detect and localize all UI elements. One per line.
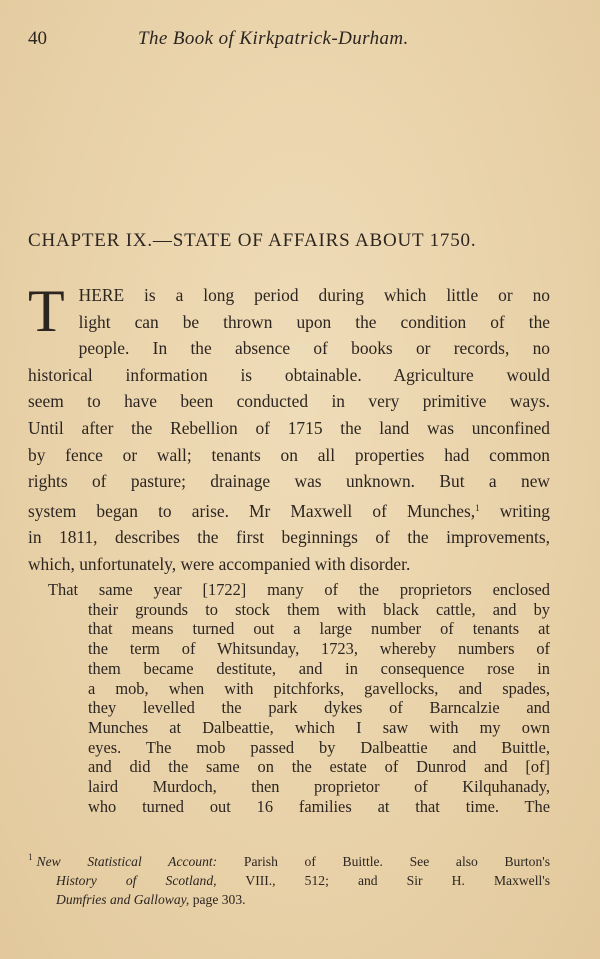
quotation-line: and did the same on the estate of Dunrod and [of]: [88, 757, 550, 777]
body-paragraph: [28, 278, 550, 578]
paragraph-line: by fence or wall; tenants on all properties had common: [28, 444, 550, 465]
footnote-text: Parish of Buittle. See also Burton's: [243, 854, 550, 869]
paragraph-line-text: writing: [499, 500, 550, 521]
block-quotation: [48, 580, 550, 816]
footnote-work-title: New Statistical Account:: [36, 854, 218, 869]
quotation-line: they levelled the park dykes of Barncalzie and: [88, 698, 550, 718]
paragraph-line: historical information is obtainable. Agriculture would: [28, 364, 550, 385]
footnote-work-title: Dumfries and Galloway,: [56, 892, 190, 907]
paragraph-line: people. In the absence of books or records, no: [78, 338, 550, 359]
paragraph-line: HERE is a long period during which little or no: [78, 285, 550, 305]
paragraph-line-text: system began to arise. Mr Maxwell of Munches,: [28, 500, 476, 521]
paragraph-line: seem to have been conducted in very primitive ways.: [28, 391, 550, 412]
quotation-line: eyes. The mob passed by Dalbeattie and Buittle,: [88, 737, 550, 757]
drop-cap: T: [28, 278, 65, 344]
footnote-line: [28, 890, 550, 909]
quotation-line: that means turned out a large number of tenants at: [88, 619, 550, 639]
footnote-reference: 1: [475, 502, 480, 513]
quotation-line: them became destitute, and in consequence rose in: [88, 658, 550, 678]
footnote-line: [28, 848, 550, 871]
quotation-line: who turned out 16 families at that time. The: [88, 796, 550, 816]
footnote-line: [28, 871, 550, 890]
footnote-work-title: History of Scotland,: [56, 873, 217, 888]
quotation-line: the term of Whitsunday, 1723, whereby numbers of: [88, 639, 550, 659]
chapter-title: CHAPTER IX.—STATE OF AFFAIRS ABOUT 1750.: [28, 230, 477, 251]
quotation-line: their grounds to stock them with black cattle, and by: [88, 599, 550, 619]
quotation-line: That same year [1722] many of the proprietors enclosed: [48, 580, 550, 599]
page-header: [28, 28, 572, 54]
quotation-line: Munches at Dalbeattie, which I saw with my own: [88, 717, 550, 737]
footnote-marker: 1: [28, 852, 33, 862]
paragraph-line: in 1811, describes the first beginnings of the improvements,: [28, 527, 550, 548]
paragraph-line: which, unfortunately, were accompanied with disorder.: [28, 553, 411, 574]
paragraph-line: Until after the Rebellion of 1715 the land was unconfined: [28, 417, 550, 438]
footnote-text: page 303.: [192, 892, 246, 907]
running-title: The Book of Kirkpatrick-Durham.: [138, 28, 409, 49]
paragraph-line: light can be thrown upon the condition of the: [78, 311, 550, 332]
paragraph-line: rights of pasture; drainage was unknown. But a new: [28, 471, 550, 492]
paragraph-line: [28, 495, 550, 525]
quotation-line: a mob, when with pitchforks, gavellocks, and spades,: [88, 678, 550, 698]
quotation-line: laird Murdoch, then proprietor of Kilquhanady,: [88, 777, 550, 797]
footnote-text: VIII., 512; and Sir H. Maxwell's: [245, 873, 551, 888]
page-number: 40: [28, 28, 47, 49]
footnote: [28, 848, 550, 909]
